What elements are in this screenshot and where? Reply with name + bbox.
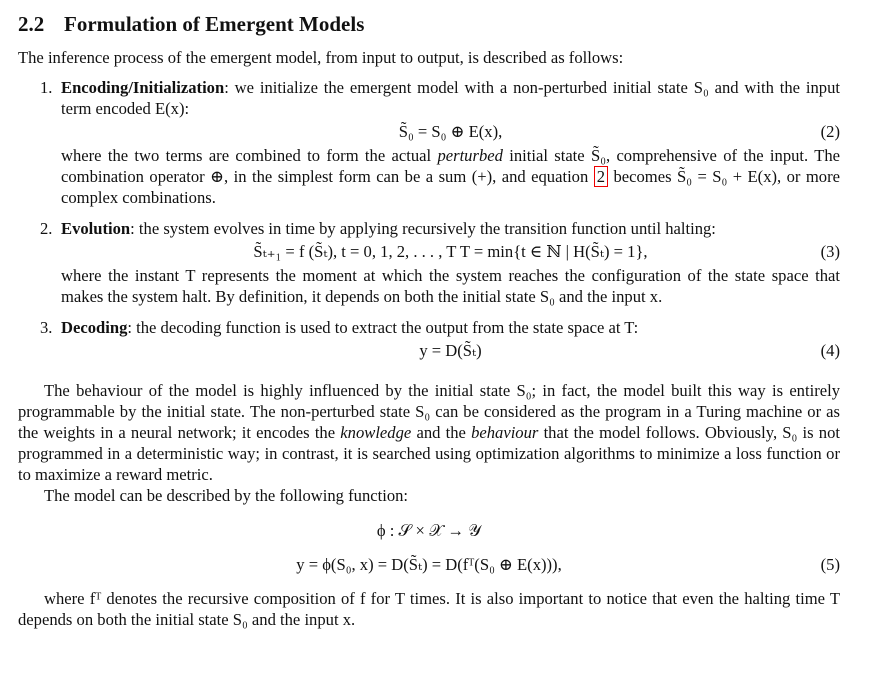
body-paragraph-behaviour — [18, 380, 840, 485]
section-heading — [18, 10, 840, 38]
paper-page — [18, 10, 840, 630]
equation-number: (2) — [820, 122, 840, 141]
list-marker: 2. — [40, 219, 53, 238]
body-paragraph-function: The model can be described by the following function: — [44, 486, 409, 505]
list-marker: 1. — [40, 78, 53, 97]
list-marker: 3. — [40, 318, 53, 337]
equation-5-signature — [18, 518, 840, 544]
followup-text: becomes S̃₀ = S₀ + E(x), or more complex combinations. — [61, 167, 840, 207]
step-description: : the decoding function is used to extract the output from the state space at T: — [127, 318, 639, 337]
equation-2 — [61, 119, 840, 145]
followup-text: initial state S̃₀, comprehensive of the input. The combination operator ⊕, in the simplest form can be a sum (+), and equation — [61, 146, 840, 186]
section-number: 2.2 — [18, 12, 45, 36]
equation-3 — [61, 239, 840, 265]
equation-4 — [61, 338, 840, 364]
step-term: Decoding — [61, 318, 128, 337]
equation-5 — [18, 552, 840, 578]
equation-body: y = D(S̃ₜ) — [419, 341, 482, 360]
paragraph-text: that the model follows. Obviously, S₀ is not programmed in a deterministic way; in contrast, it is searched using optimization algorithms to minimize a loss function or to maximize a reward metric. — [18, 423, 840, 484]
body-paragraph-composition: where fᵀ denotes the recursive composition of f for T times. It is also important to notice that even the halting time T depends on both the initial state S₀ and the input x. — [18, 589, 840, 629]
paragraph-text: and the — [411, 423, 472, 442]
equation-number: (3) — [820, 242, 840, 261]
step-term: Encoding/Initialization — [61, 78, 225, 97]
section-title: Formulation of Emergent Models — [64, 12, 365, 36]
emphasis-perturbed: perturbed — [437, 146, 503, 165]
emphasis-behaviour: behaviour — [471, 423, 539, 442]
list-item-encoding — [18, 77, 840, 208]
followup-text: where the two terms are combined to form the actual — [61, 146, 438, 165]
step-text — [61, 77, 840, 119]
intro-paragraph: The inference process of the emergent model, from input to output, is described as follows: — [18, 48, 624, 67]
equation-body: y = ϕ(S₀, x) = D(S̃ₜ) = D(fᵀ(S₀ ⊕ E(x))), — [296, 555, 562, 574]
equation-number: (5) — [820, 555, 840, 574]
paragraph-text: The behaviour of the model is highly influenced by the initial state S₀; in fact, the model built this way is entirely programmable by the initial state. The non-perturbed state S₀ can be considered as the program in a Turing machine or as the weights in a neural network; it encodes the — [18, 381, 840, 442]
step-description: : the system evolves in time by applying recursively the transition function until halting: — [130, 219, 716, 238]
steps-list — [18, 77, 840, 364]
equation-number: (4) — [820, 341, 840, 360]
list-item-evolution — [18, 218, 840, 307]
step-term: Evolution — [61, 219, 131, 238]
emphasis-knowledge: knowledge — [340, 423, 412, 442]
step-followup: where the instant T represents the moment at which the system reaches the configuration of the state space that makes the system halt. By definition, it depends on both the initial state S₀ and the input x. — [61, 266, 840, 306]
step-description: : we initialize the emergent model with a non-perturbed initial state S₀ and with the input term encoded E(x): — [61, 78, 840, 118]
list-item-decoding — [18, 317, 840, 364]
equation-body: S̃ₜ₊₁ = f (S̃ₜ), t = 0, 1, 2, . . . , T T = min{t ∈ ℕ | H(S̃ₜ) = 1}, — [253, 242, 648, 261]
step-followup — [61, 145, 840, 208]
step-text — [61, 218, 840, 239]
equation-body: ϕ : 𝒮 × 𝒳 → 𝒴 — [376, 521, 482, 540]
step-text — [61, 317, 840, 338]
equation-reference-link[interactable]: 2 — [594, 166, 608, 187]
equation-body: S̃₀ = S₀ ⊕ E(x), — [398, 122, 503, 141]
